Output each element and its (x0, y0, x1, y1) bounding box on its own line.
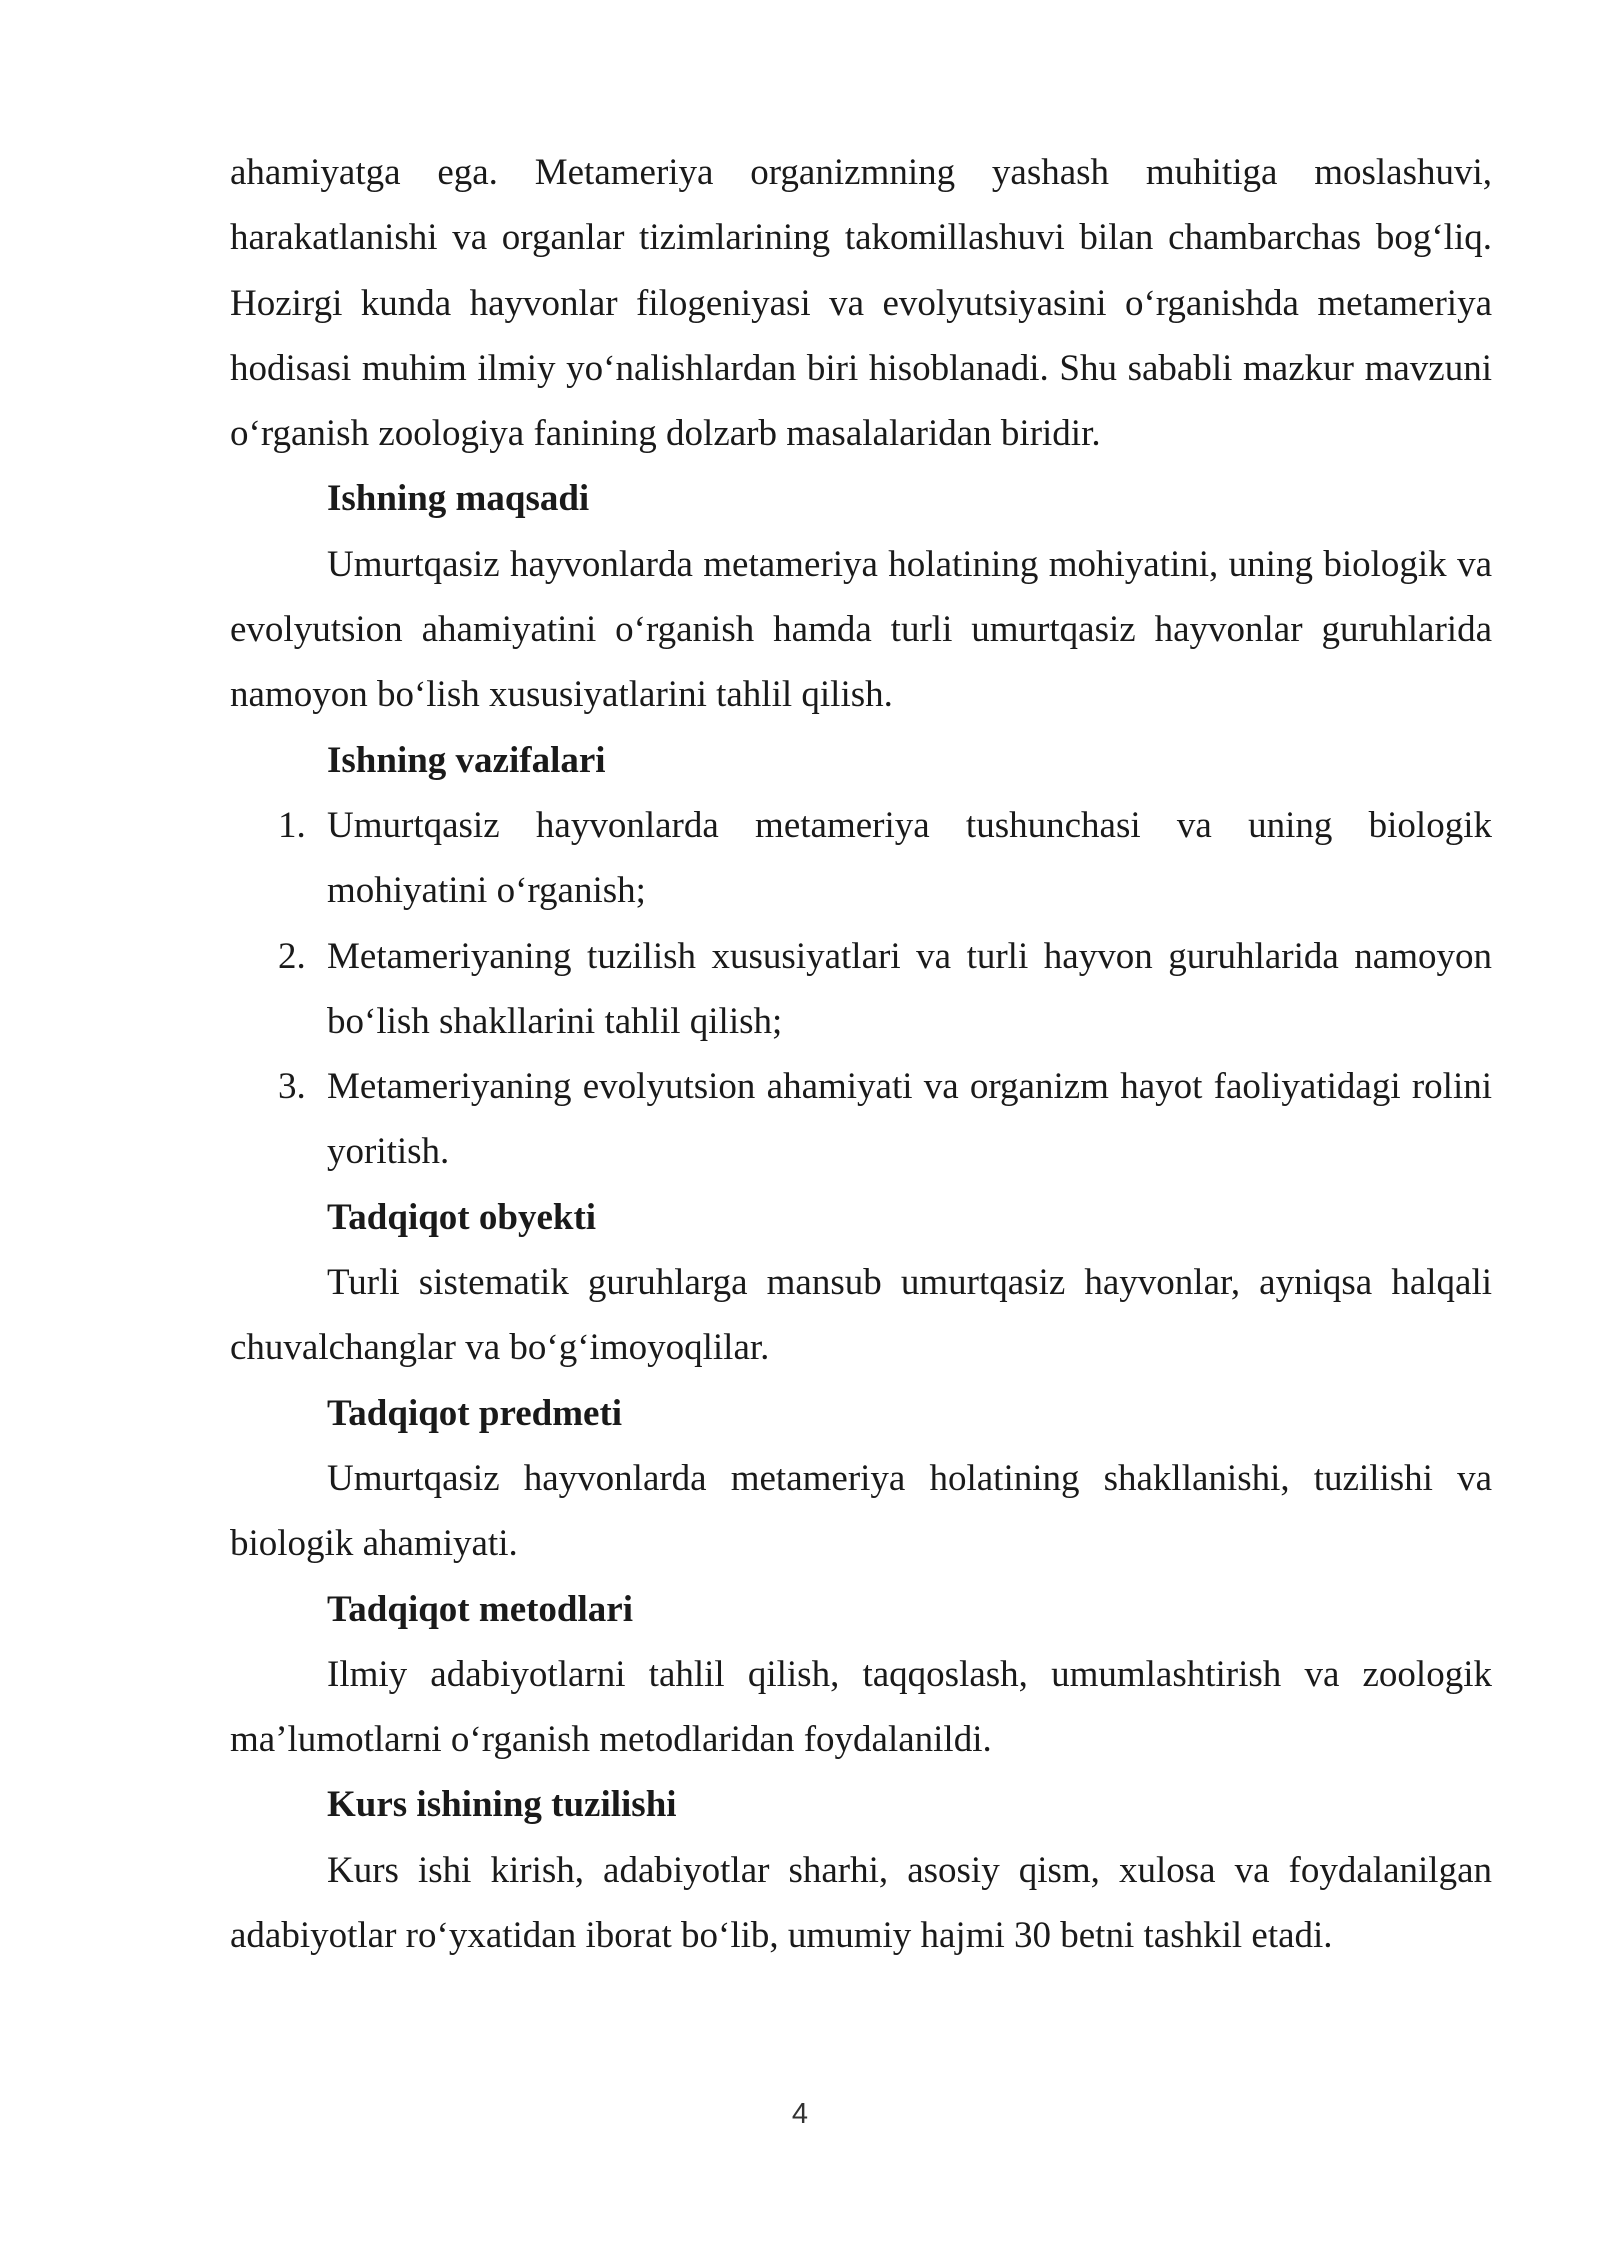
list-item-text: Metameriyaning tuzilish xususiyatlari va turli hayvon guruhlarida namoyon bo‘lish shakllarini tahlil qilish; (327, 935, 1492, 1042)
list-item-text: Metameriyaning evolyutsion ahamiyati va organizm hayot faoliyatidagi rolini yoritish. (327, 1066, 1492, 1173)
list-item (230, 924, 1492, 1055)
section-heading-obyekt: Tadqiqot obyekti (327, 1196, 597, 1238)
section-text-obyekt: Turli sistematik guruhlarga mansub umurtqasiz hayvonlar, ayniqsa halqali chuvalchanglar va bo‘g‘imoyoqlilar. (230, 1262, 1492, 1369)
section-heading-tuzilish: Kurs ishining tuzilishi (327, 1784, 677, 1826)
section-heading-maqsad: Ishning maqsadi (327, 478, 590, 520)
list-item (230, 793, 1492, 924)
section-text-predmet: Umurtqasiz hayvonlarda metameriya holatining shakllanishi, tuzilishi va biologik ahamiyati. (230, 1457, 1492, 1565)
page-number: 4 (791, 2098, 809, 2130)
list-item-number: 3. (278, 1066, 306, 1108)
section-text-maqsad: Umurtqasiz hayvonlarda metameriya holatining mohiyatini, uning biologik va evolyutsion ahamiyatini o‘rganish hamda turli umurtqasiz hayvonlar guruhlarida namoyon bo‘lish xususiyatlarini tahlil qilish. (230, 543, 1492, 716)
list-item-text: Umurtqasiz hayvonlarda metameriya tushunchasi va uning biologik mohiyatini o‘rganish; (327, 804, 1492, 912)
intro-paragraph: ahamiyatga ega. Metameriya organizmning yashash muhitiga moslashuvi, harakatlanishi va organlar tizimlarining takomillashuvi bilan chambarchas bog‘liq. Hozirgi kunda hayvonlar filogeniyasi va evolyutsiyasini o‘rganishda metameriya hodisasi muhim ilmiy yo‘nalishlardan biri hisoblanadi. Shu sababli mazkur mavzuni o‘rganish zoologiya fanining dolzarb masalalaridan biridir. (230, 152, 1492, 455)
section-text-metodlar: Ilmiy adabiyotlarni tahlil qilish, taqqoslash, umumlashtirish va zoologik ma’lumotlarni o‘rganish metodlaridan foydalanildi. (230, 1653, 1492, 1761)
section-heading-metodlar: Tadqiqot metodlari (327, 1588, 633, 1630)
list-item-number: 2. (278, 935, 306, 977)
section-text-tuzilish: Kurs ishi kirish, adabiyotlar sharhi, asosiy qism, xulosa va foydalanilgan adabiyotlar ro‘yxatidan iborat bo‘lib, umumiy hajmi 30 betni tashkil etadi. (230, 1849, 1492, 1957)
list-item-number: 1. (278, 804, 306, 846)
document-page (230, 140, 1492, 1968)
list-item (230, 1054, 1492, 1185)
section-heading-vazifalar: Ishning vazifalari (327, 739, 606, 781)
tasks-list (230, 793, 1492, 1185)
section-heading-predmet: Tadqiqot predmeti (327, 1392, 623, 1434)
